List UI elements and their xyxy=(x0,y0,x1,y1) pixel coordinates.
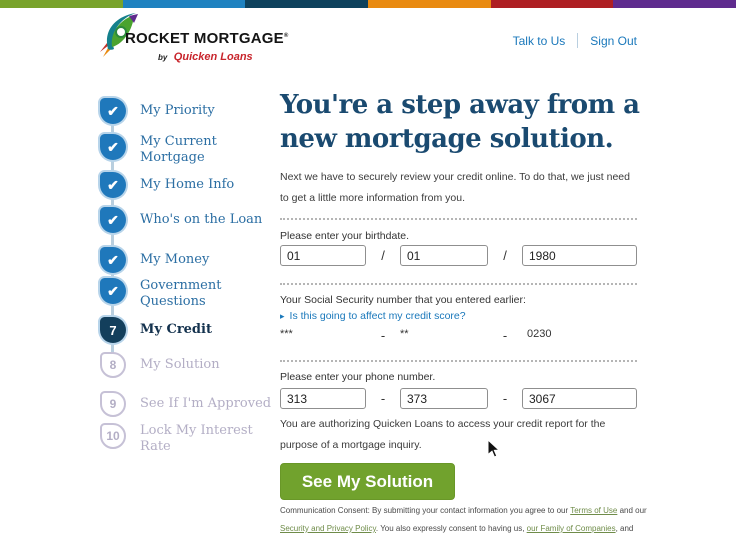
birthdate-day-input[interactable] xyxy=(400,245,488,266)
step-label: My Solution xyxy=(140,357,220,372)
step-label: See If I'm Approved xyxy=(140,396,272,411)
ssn-separator: - xyxy=(502,328,508,343)
consent-text: and our xyxy=(617,506,647,515)
sidebar-item-my-solution xyxy=(100,352,220,378)
page-title-line1: You're a step away from a xyxy=(280,90,640,120)
step-number-badge xyxy=(100,317,126,343)
step-label: My Current xyxy=(140,134,217,149)
sign-out-link[interactable]: Sign Out xyxy=(590,33,637,48)
phone-separator: - xyxy=(502,391,508,406)
consent-line2 xyxy=(280,520,736,538)
consent-text: . You also expressly consent to having us, xyxy=(375,524,527,533)
step-label: Lock My Interest xyxy=(140,423,253,438)
step-label: Government xyxy=(140,278,222,293)
phone-prefix-input[interactable] xyxy=(400,388,488,409)
step-number-badge xyxy=(100,352,126,378)
birthdate-year-input[interactable] xyxy=(522,245,637,266)
step-label: My Priority xyxy=(140,103,215,118)
step-number: 8 xyxy=(109,358,117,372)
intro-text: Next we have to securely review your credit online. To do that, we just need to get a little more information from you. xyxy=(280,171,630,204)
security-privacy-policy-link[interactable]: Security and Privacy Policy xyxy=(280,524,376,533)
credit-score-question-text: Is this going to affect my credit score? xyxy=(289,310,466,322)
check-glyph: ✔ xyxy=(107,251,119,268)
check-icon xyxy=(100,207,126,233)
authorization-text: You are authorizing Quicken Loans to access your credit report for the purpose of a mortgage inquiry. xyxy=(280,418,606,451)
main-content xyxy=(280,0,647,541)
sidebar-item-whos-on-the-loan[interactable] xyxy=(100,207,262,233)
registered-mark: ® xyxy=(283,33,289,39)
birthdate-month-input[interactable] xyxy=(280,245,366,266)
step-label: My Credit xyxy=(140,322,212,337)
check-icon xyxy=(100,172,126,198)
section-divider xyxy=(280,283,637,285)
date-separator: / xyxy=(381,248,385,263)
date-separator: / xyxy=(503,248,507,263)
sidebar-item-my-priority[interactable] xyxy=(100,98,215,124)
step-number-badge xyxy=(100,423,126,449)
sidebar-item-my-current-mortgage[interactable] xyxy=(100,134,217,166)
byline-prefix: by xyxy=(158,53,168,62)
step-label-line2: Mortgage xyxy=(140,150,205,165)
family-of-companies-link[interactable]: our Family of Companies xyxy=(526,524,616,533)
step-label-line2: Rate xyxy=(140,439,171,454)
sidebar-item-see-if-im-approved xyxy=(100,391,271,417)
ssn-masked-part2: ** xyxy=(400,328,409,340)
credit-score-question-link[interactable] xyxy=(280,310,466,322)
check-glyph: ✔ xyxy=(107,211,119,228)
check-glyph: ✔ xyxy=(107,102,119,119)
ssn-last4: 0230 xyxy=(527,328,552,340)
check-icon xyxy=(100,98,126,124)
ssn-separator: - xyxy=(380,328,386,343)
page-title-line2: new mortgage solution. xyxy=(280,124,614,154)
sidebar-item-my-money[interactable] xyxy=(100,247,209,273)
talk-to-us-link[interactable]: Talk to Us xyxy=(512,33,566,48)
phone-area-input[interactable] xyxy=(280,388,366,409)
progress-sidebar xyxy=(100,0,278,541)
quicken-loans-text: Quicken Loans xyxy=(173,51,253,63)
birthdate-row xyxy=(280,245,637,266)
terms-of-use-link[interactable]: Terms of Use xyxy=(570,506,618,515)
sidebar-item-my-credit[interactable] xyxy=(100,317,212,343)
step-number: 9 xyxy=(109,397,117,411)
ssn-masked-part1: *** xyxy=(280,328,293,340)
check-glyph: ✔ xyxy=(107,138,119,155)
check-glyph: ✔ xyxy=(107,282,119,299)
phone-label: Please enter your phone number. xyxy=(280,371,436,383)
phone-line-input[interactable] xyxy=(522,388,637,409)
check-glyph: ✔ xyxy=(107,176,119,193)
check-icon xyxy=(100,134,126,160)
communication-consent-text xyxy=(280,502,736,538)
ssn-masked-value xyxy=(280,328,637,343)
step-label: Who's on the Loan xyxy=(140,212,263,227)
ssn-label: Your Social Security number that you entered earlier: xyxy=(280,294,526,306)
phone-row xyxy=(280,388,637,409)
step-label-line2: Questions xyxy=(140,294,206,309)
sidebar-item-government-questions[interactable] xyxy=(100,278,221,310)
step-number: 7 xyxy=(109,322,117,338)
sidebar-item-lock-my-interest-rate xyxy=(100,423,253,455)
step-number-badge xyxy=(100,391,126,417)
brand-text: ROCKET MORTGAGE xyxy=(125,30,284,47)
section-divider xyxy=(280,360,637,362)
consent-line1 xyxy=(280,502,736,520)
consent-text: Communication Consent: By submitting your contact information you agree to our xyxy=(280,506,571,515)
phone-separator: - xyxy=(380,391,386,406)
section-divider xyxy=(280,218,637,220)
step-label: My Money xyxy=(140,252,210,267)
birthdate-label: Please enter your birthdate. xyxy=(280,230,409,242)
page-title xyxy=(280,88,640,156)
step-label: My Home Info xyxy=(140,177,235,192)
check-icon xyxy=(100,278,126,304)
see-my-solution-button[interactable]: See My Solution xyxy=(280,463,455,500)
check-icon xyxy=(100,247,126,273)
consent-text: , and xyxy=(615,524,634,533)
step-number: 10 xyxy=(106,429,120,443)
mouse-cursor xyxy=(487,439,500,458)
link-arrow-icon: ▸ xyxy=(280,310,285,321)
sidebar-item-my-home-info[interactable] xyxy=(100,172,234,198)
